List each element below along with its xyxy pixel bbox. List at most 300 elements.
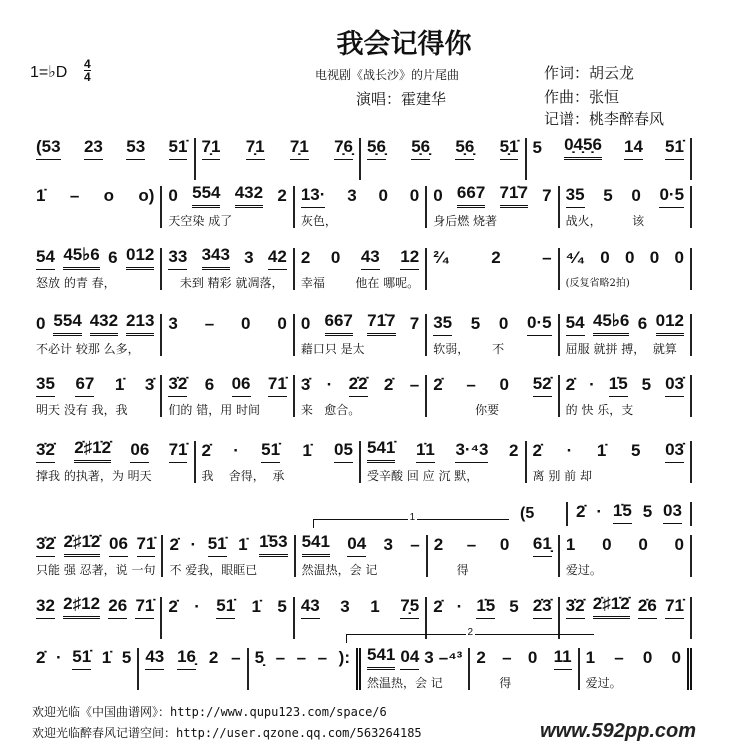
note-group: 0 <box>600 248 610 267</box>
note-group: 2̇♯1̇2̇ <box>64 532 101 557</box>
measure-notes <box>566 186 684 208</box>
note-group: 71̇ <box>268 374 287 397</box>
measure <box>30 186 162 228</box>
measure-row <box>30 645 692 690</box>
measure-notes <box>434 535 552 557</box>
note-group: 52̇ <box>533 374 552 397</box>
measure-notes <box>145 648 240 670</box>
note-group: 3̇ <box>300 375 311 394</box>
lyric <box>36 164 188 180</box>
note-group: 5̣6̣ <box>455 137 474 160</box>
measure-notes <box>566 375 684 397</box>
measure-notes <box>36 245 155 270</box>
note-group: 13· <box>301 185 326 208</box>
note-group: 2̇2̇ <box>349 374 368 397</box>
note-group: – <box>204 314 215 333</box>
note-group: – <box>296 648 307 667</box>
note-group: 32 <box>36 596 55 619</box>
measure-row <box>30 311 692 356</box>
lyric: 来 愈合。 <box>300 403 361 417</box>
lyric: 天空染 成了 <box>168 214 233 228</box>
note-group: 43 <box>145 647 164 670</box>
note-group: 1̇ <box>238 535 248 554</box>
note-group: 012 <box>126 245 154 270</box>
measure <box>162 375 294 417</box>
lyric: 只能 强 忍著，说 一句 <box>36 563 156 577</box>
note-group: 2 <box>277 186 287 205</box>
note-group: 343 <box>202 245 230 270</box>
measure <box>30 438 196 483</box>
note-group: 71̇7 <box>500 183 528 208</box>
measure-notes <box>36 648 131 670</box>
note-group: 5̣6̣ <box>411 137 430 160</box>
note-group: 0 <box>409 186 420 205</box>
note-group: · <box>456 597 463 616</box>
measure-notes <box>36 311 155 336</box>
singer: 演唱：霍建华 <box>356 90 447 108</box>
lyric: 幸福 他在 哪呢。 <box>300 276 420 290</box>
measure-notes <box>366 645 463 670</box>
lyric: 撑我 的执著，为 明天 <box>36 469 152 483</box>
note-group: 554 <box>192 183 220 208</box>
note-group: 2 <box>509 441 519 460</box>
measure <box>470 648 579 690</box>
measure <box>249 648 361 690</box>
note-group: 3 <box>340 597 350 616</box>
note-group: 51̇ <box>216 596 235 619</box>
measure <box>296 532 428 577</box>
measure <box>162 314 294 356</box>
note-group: 5̣1̇ <box>500 137 519 160</box>
measure-notes <box>202 138 354 160</box>
measure-notes <box>565 594 685 619</box>
note-group: 1̇ <box>302 441 312 460</box>
note-group: 0 <box>499 375 509 394</box>
note-group: 67 <box>75 374 94 397</box>
note-group: 54 <box>36 247 55 270</box>
note-group: – <box>231 648 241 667</box>
lyric: 未到 精彩 就凋落， <box>168 276 284 290</box>
note-group: ²⁄₄ <box>433 248 450 267</box>
song-title: 我会记得你 <box>336 29 472 60</box>
lyric <box>255 674 350 690</box>
note-group: 5 <box>642 502 653 521</box>
measure <box>162 245 294 290</box>
measure-notes <box>36 138 188 160</box>
measure <box>162 597 294 639</box>
measure-notes <box>301 375 419 397</box>
lyric: 得 <box>433 563 469 577</box>
measure-row <box>30 245 692 290</box>
measure-notes <box>300 311 420 336</box>
note-group: 5 <box>532 138 542 157</box>
note-group: 1̇1 <box>416 440 435 463</box>
measure <box>427 375 559 417</box>
note-group: – <box>409 375 420 394</box>
measure-notes <box>301 532 420 557</box>
lyric <box>168 623 286 639</box>
note-group: 51̇ <box>208 534 227 557</box>
note-group: 42 <box>268 247 287 270</box>
note-group: 35 <box>566 185 585 208</box>
measure <box>295 597 427 639</box>
volta-pickup: (5 <box>520 505 535 522</box>
lyric <box>145 674 240 690</box>
note-group: 0 <box>499 535 510 554</box>
measure-row <box>30 532 692 577</box>
note-group: 23 <box>84 137 103 160</box>
note-group: 71̇ <box>665 596 684 619</box>
note-group: 33 <box>168 247 187 270</box>
measure <box>580 648 692 690</box>
note-group: 1 <box>565 535 576 554</box>
note-group: 04 <box>400 647 419 670</box>
note-group: 5 <box>509 597 519 616</box>
note-group: 7̣1 <box>246 137 265 160</box>
measure-notes <box>476 648 571 670</box>
note-group: 2̇ <box>36 648 46 667</box>
note-group: 1̇ <box>596 441 607 460</box>
lyric <box>202 164 354 180</box>
note-group: · <box>566 441 573 460</box>
note-group: 432 <box>235 183 263 208</box>
note-group: 667 <box>457 183 485 208</box>
measure-notes <box>566 535 684 557</box>
note-group: – <box>317 648 328 667</box>
lyric: 然温热，会 记 <box>366 676 443 690</box>
measure-row <box>30 594 692 639</box>
staff-system <box>30 594 692 639</box>
measure <box>560 186 692 228</box>
lyric <box>36 623 154 639</box>
measure <box>30 245 162 290</box>
note-group: · <box>596 502 603 521</box>
note-group: 0 <box>36 314 46 333</box>
measure-notes <box>433 314 551 336</box>
note-group: 0 <box>433 186 443 205</box>
note-group: 35 <box>433 313 452 336</box>
note-group: 3·⁴3 <box>455 440 488 463</box>
note-group: 6 <box>204 375 215 394</box>
note-group: 541 <box>302 532 330 557</box>
note-group: – <box>466 375 476 394</box>
transcriber: 记谱：桃李醉春风 <box>544 110 665 128</box>
note-group: 3 <box>244 248 254 267</box>
lyric: (反复省略2拍) <box>565 278 630 289</box>
note-group: · <box>326 375 333 394</box>
measure <box>527 441 693 483</box>
note-group: 6 <box>108 248 118 267</box>
measure <box>361 645 470 690</box>
note-group: 7̣1 <box>290 137 309 160</box>
volta-1-bracket <box>313 512 509 528</box>
note-group: · <box>233 441 239 460</box>
measure <box>295 375 427 417</box>
note-group: · <box>589 375 595 394</box>
measure <box>30 532 163 577</box>
note-group: 0 <box>277 314 287 333</box>
measure-notes <box>367 138 519 160</box>
lyric: 受辛酸 回 应 沉 默， <box>367 469 479 483</box>
note-group: 3̇2̇ <box>36 440 55 463</box>
note-group: – <box>275 648 286 667</box>
note-group: 0 <box>671 648 681 667</box>
note-group: 2̇3̇ <box>533 596 552 619</box>
lyric: 软弱， 不 <box>433 342 505 356</box>
measure-notes <box>586 648 681 670</box>
measure-notes <box>168 183 287 208</box>
note-group: 71̇ <box>169 440 188 463</box>
note-group: 0 <box>625 248 635 267</box>
note-group: 0 <box>631 186 641 205</box>
note-group: 03̇ <box>665 440 684 463</box>
note-group: 35 <box>36 374 55 397</box>
note-group: o) <box>138 186 155 205</box>
measure <box>427 314 559 356</box>
note-group: 1̇5 <box>613 501 632 524</box>
note-group: 51̇ <box>261 440 280 463</box>
note-group: 16̣ <box>177 647 196 670</box>
note-group: – <box>502 648 512 667</box>
note-group: 04 <box>347 534 366 557</box>
measure <box>30 138 196 180</box>
note-group: 0 <box>498 314 509 333</box>
note-group: 5 <box>603 186 613 205</box>
lyric: 得 <box>476 676 512 690</box>
note-group: 0 <box>649 248 660 267</box>
measure <box>560 535 692 577</box>
measure-notes <box>532 135 685 160</box>
note-group: – <box>69 186 80 205</box>
note-group: 2̇ <box>565 375 576 394</box>
lyric: 不必计 较那 么多， <box>36 342 140 356</box>
lyric: 屈服 就拼 搏， 就算 <box>565 342 677 356</box>
volta-1-label: 1 <box>409 512 416 523</box>
lyric: 我 舍得， 承 <box>201 469 285 483</box>
measure <box>295 248 427 290</box>
measure-notes <box>367 438 519 463</box>
note-group: 1̇5 <box>476 596 495 619</box>
note-group: · <box>194 597 200 616</box>
measure-row <box>30 135 692 180</box>
lyric <box>433 274 551 290</box>
lyric <box>168 340 286 356</box>
note-group: 3̇ <box>144 375 155 394</box>
measure-notes <box>255 648 350 670</box>
note-group: 2 <box>300 248 311 267</box>
measure <box>30 648 139 690</box>
measure-notes <box>566 248 684 270</box>
note-group: 5̣ <box>254 648 265 667</box>
note-group: 03̇ <box>665 374 684 397</box>
note-group: 3̇2̇ <box>566 596 585 619</box>
note-group: 0̣4̣5̣6 <box>564 135 602 160</box>
note-group: 3̇2̇ <box>36 534 55 557</box>
lyric: 怒放 的青 春， <box>36 276 116 290</box>
note-group: 2̇♯1̇2̇ <box>74 438 111 463</box>
note-group: 61̣ <box>533 534 552 557</box>
note-group: 1 <box>370 597 380 616</box>
measure <box>30 594 162 639</box>
measure-notes <box>168 375 286 397</box>
note-group: 06 <box>109 534 128 557</box>
note-group: 14 <box>624 137 643 160</box>
measure-row <box>30 438 692 483</box>
note-group: 71̇ <box>137 534 156 557</box>
lyric: 然温热，会 记 <box>301 563 378 577</box>
measure <box>196 138 362 180</box>
note-group: 012 <box>656 311 684 336</box>
note-group: 51̇ <box>169 137 188 160</box>
note-group: 3 <box>424 648 434 667</box>
lyric: 不 爱我，眼眶已 <box>169 563 258 577</box>
measure <box>527 135 693 180</box>
note-group: 51̇ <box>72 647 91 670</box>
note-group: 45♭6 <box>593 311 629 336</box>
note-group: 0 <box>378 186 388 205</box>
lyric: 身后燃 烧著 <box>433 214 498 228</box>
measure-notes <box>433 183 552 208</box>
measure-notes <box>433 248 551 270</box>
measure-notes <box>168 245 287 270</box>
note-group: 7 <box>409 314 420 333</box>
measure <box>560 594 692 639</box>
note-group: – <box>542 248 552 267</box>
note-group: 1̇ <box>114 375 125 394</box>
staff-system <box>30 183 692 228</box>
lyric: 离 别 前 却 <box>532 469 592 483</box>
note-group: 2̇ <box>433 375 443 394</box>
note-group: 6 <box>637 314 648 333</box>
note-group: 53 <box>126 137 145 160</box>
measure <box>295 311 427 356</box>
note-group: 06 <box>130 440 149 463</box>
staff-system <box>30 438 692 483</box>
note-group: 05 <box>334 440 353 463</box>
note-group: 3 <box>168 314 178 333</box>
measure <box>196 441 362 483</box>
volta-measure <box>566 502 692 526</box>
lyricist: 作词：胡云龙 <box>544 64 635 82</box>
measure-notes <box>301 186 419 208</box>
note-group: 54 <box>566 313 585 336</box>
footer-line-1: 欢迎光临《中国曲谱网》：http://www.qupu123.com/space/6 <box>32 705 387 719</box>
note-group: 45♭6 <box>63 245 99 270</box>
note-group: 0 <box>642 648 653 667</box>
note-group: 43 <box>301 596 320 619</box>
note-group: o <box>103 186 115 205</box>
note-group: – <box>466 535 477 554</box>
note-group: 0 <box>674 248 684 267</box>
note-group: 2̇ <box>169 535 179 554</box>
note-group: –⁴³ <box>438 648 463 667</box>
note-group: 2̇ <box>383 375 394 394</box>
note-group: 0 <box>527 648 538 667</box>
measure-notes <box>168 314 286 336</box>
time-signature-top: 4 <box>84 57 91 71</box>
note-group: 7̣5 <box>400 596 419 619</box>
note-group: 2 <box>208 648 219 667</box>
note-group: 2̇ <box>576 502 586 521</box>
lyric <box>367 164 519 180</box>
note-group: 2̇ <box>433 597 443 616</box>
note-group: · <box>56 648 62 667</box>
note-group: – <box>614 648 624 667</box>
measure-row <box>30 375 692 417</box>
note-group: 0 <box>168 186 178 205</box>
note-group: 7̣6̣ <box>334 137 353 160</box>
lyric: 藉口只 是太 <box>300 342 365 356</box>
note-group: 2̇♯1̇2̇ <box>593 594 630 619</box>
measure <box>560 248 692 290</box>
note-group: 0 <box>300 314 311 333</box>
composer: 作曲：张恒 <box>544 88 620 106</box>
note-group: 71̇ <box>135 596 154 619</box>
measure <box>560 311 692 356</box>
note-group: 1̇53 <box>259 532 287 557</box>
volta-2-bracket <box>346 627 594 643</box>
note-group: 26 <box>108 596 127 619</box>
measure <box>560 375 692 417</box>
note-group: 1̇5 <box>609 374 628 397</box>
note-group: 5 <box>470 314 481 333</box>
measure-notes <box>36 375 154 397</box>
note-group: 5 <box>641 375 652 394</box>
note-group: 2♯12 <box>63 594 100 619</box>
note-group: ): <box>338 648 350 667</box>
note-group: 1 <box>585 648 596 667</box>
note-group: 43 <box>361 247 380 270</box>
measure <box>295 186 427 228</box>
staff-system <box>30 311 692 356</box>
note-group: 2̇ <box>168 597 178 616</box>
measure <box>427 183 559 228</box>
note-group: 5 <box>121 648 132 667</box>
volta-2-label: 2 <box>467 627 474 638</box>
measure-notes <box>533 441 685 463</box>
measure <box>30 375 162 417</box>
note-group: 0·5 <box>527 313 552 336</box>
measure-notes <box>433 597 551 619</box>
note-group: 3 <box>383 535 393 554</box>
staff-system <box>30 375 692 417</box>
note-group: 0·5 <box>659 185 684 208</box>
note-group: 541 <box>367 645 395 670</box>
note-group: 0 <box>638 535 648 554</box>
measure-notes <box>36 186 154 208</box>
lyric <box>36 674 131 690</box>
lyric: 们的 错，用 时间 <box>168 403 261 417</box>
note-group: 554 <box>53 311 81 336</box>
note-group: 1̇ <box>251 597 261 616</box>
note-group: 2 <box>491 248 501 267</box>
measure <box>427 248 559 290</box>
note-group: 03 <box>663 501 682 524</box>
measure <box>163 532 295 577</box>
note-group: – <box>410 535 420 554</box>
measure-notes <box>301 597 419 619</box>
lyric: 的 快 乐，支 <box>565 403 634 417</box>
note-group: · <box>190 535 197 554</box>
note-group: 213 <box>126 311 154 336</box>
time-signature <box>84 58 91 83</box>
note-group: 432 <box>90 311 118 336</box>
note-group: 541̇ <box>367 438 395 463</box>
note-group: 3 <box>347 186 357 205</box>
note-group: 11 <box>554 647 572 670</box>
measure <box>30 311 162 356</box>
staff-system <box>30 245 692 290</box>
